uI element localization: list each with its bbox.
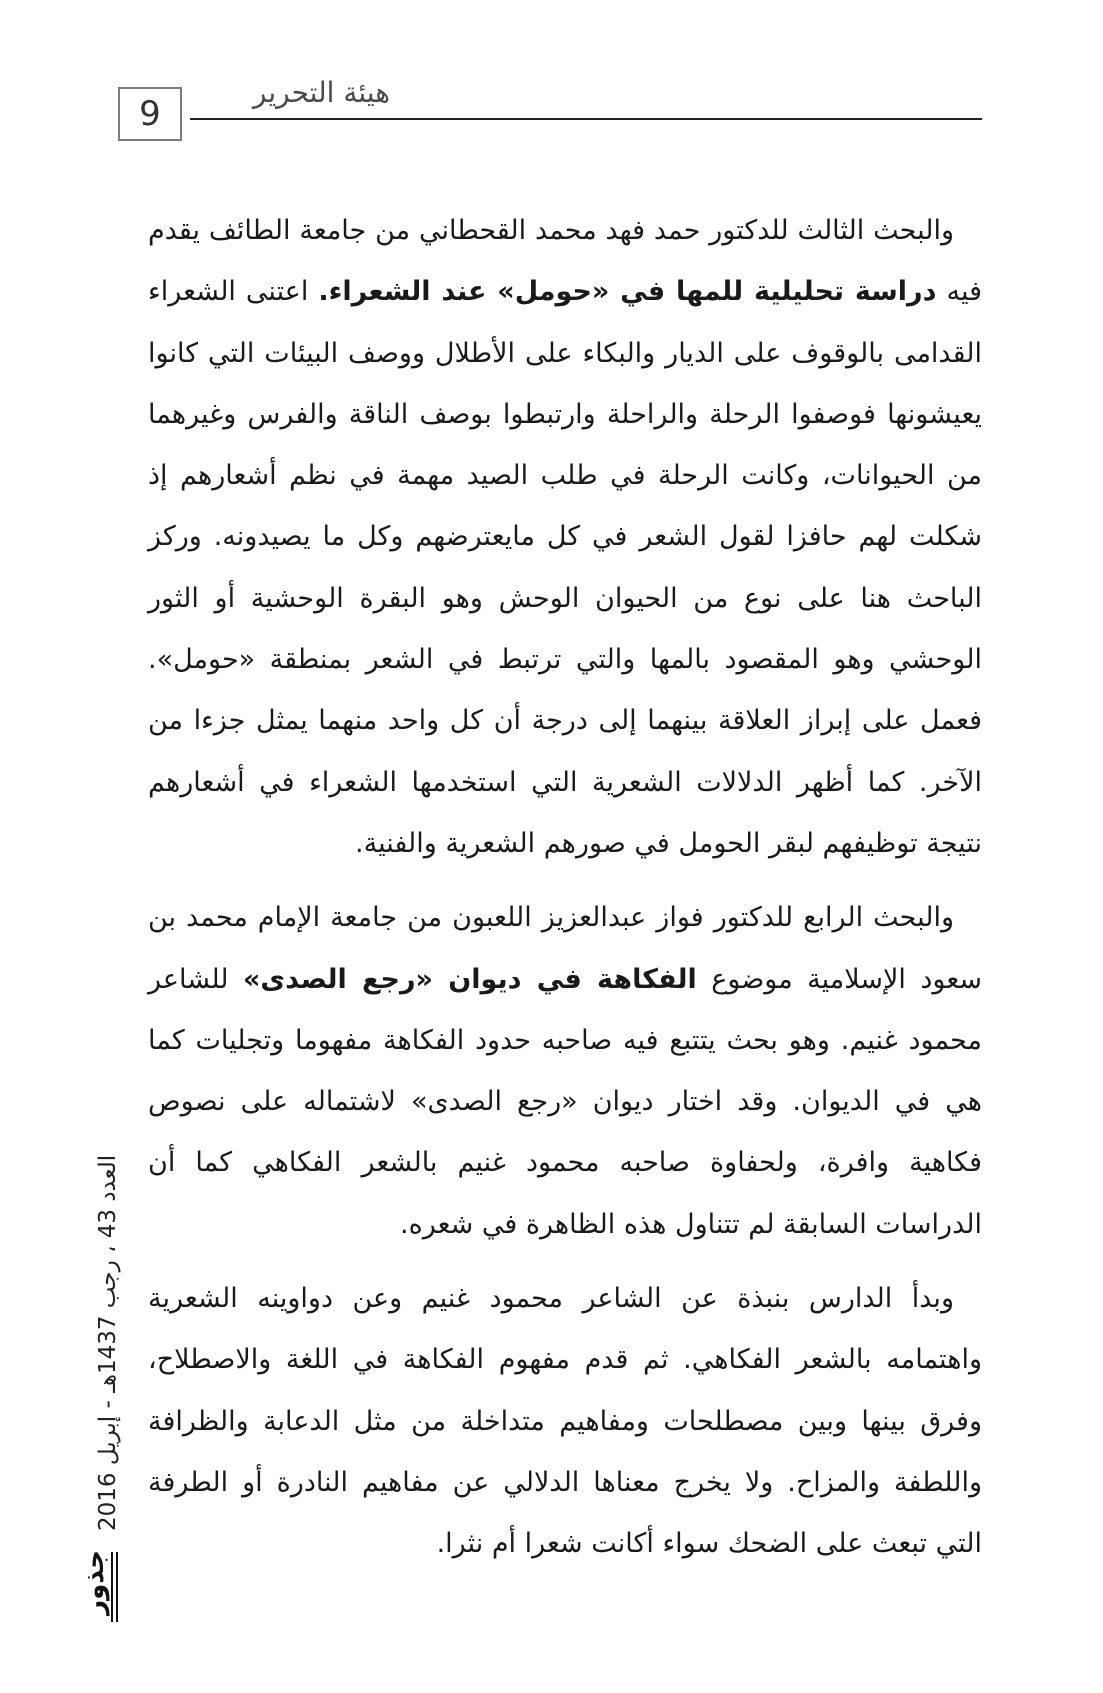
paragraph-1-rest: اعتنى الشعراء القدامى بالوقوف على الديار والبكاء على الأطلال ووصف البيئات التي كانوا يعيشونها فوصفوا الرحلة والراحلة وارتبطوا بوصف الناقة والفرس وغيرهما من الحيوانات، وكانت الرحلة في طلب الصيد مهمة في نظم أشعارهم إذ شكلت لهم حافزا لقول الشعر في كل مايعترضهم وكل ما يصيدونه. وركز الباحث هنا على نوع من الحيوان الوحش وهو البقرة الوحشية أو الثور الوحشي وهو المقصود بالمها والتي ترتبط في الشعر بمنطقة «حومل». فعمل على إبراز العلاقة بينهما إلى درجة أن كل واحد منهما يمثل جزءا من الآخر. كما أظهر الدلالات الشعرية التي استخدمها الشعراء في أشعارهم نتيجة توظيفهم لبقر الحومل في صورهم الشعرية والفنية. [148,276,982,859]
paragraph-2-bold-title: الفكاهة في ديوان «رجع الصدى» [242,963,697,995]
paragraph-1 [148,200,982,874]
paragraph-3: وبدأ الدارس بنبذة عن الشاعر محمود غنيم وعن دواوينه الشعرية واهتمامه بالشعر الفكاهي. ثم قدم مفهوم الفكاهة في اللغة والاصطلاح، وفرق بينها وبين مصطلحات ومفاهيم متداخلة من مثل الدعابة والظرافة واللطفة والمزاح. ولا يخرج معناها الدلالي عن مفاهيم النادرة أو الطرفة التي تبعث على الضحك سواء أكانت شعرا أم نثرا. [148,1283,982,1560]
logo-rule [116,1552,118,1622]
running-header [190,66,982,120]
paragraph-2 [148,887,982,1255]
running-header-title: هيئة التحرير [252,76,390,109]
page-number: 9 [118,87,182,141]
paragraph-2-rest: للشاعر محمود غنيم. وهو بحث يتتبع فيه صاحبه حدود الفكاهة مفهوما وتجليات كما هي في الديوان. وقد اختار ديوان «رجع الصدى» لاشتماله على نصوص فكاهية وافرة، ولحفاوة صاحبه محمود غنيم بالشعر الفكاهي كما أن الدراسات السابقة لم تتناول هذه الظاهرة في شعره. [148,963,982,1240]
journal-logo-text: جذور [80,1550,110,1615]
logo-rule-inner [111,1552,113,1622]
paragraph-1-bold-title: دراسة تحليلية للمها في «حومل» عند الشعراء. [318,276,937,308]
paragraph-2-intro: والبحث الرابع للدكتور فواز عبدالعزيز اللعبون من جامعة الإمام محمد بن سعود الإسلامية موضوع [148,902,982,995]
paragraph-1-intro: والبحث الثالث للدكتور حمد فهد محمد القحطاني من جامعة الطائف يقدم فيه [148,215,982,308]
issue-caption: العدد 43 ، رجب 1437هـ - إبريل 2016 [95,1155,121,1532]
article-body [148,200,982,1575]
journal-logo [78,1550,120,1624]
